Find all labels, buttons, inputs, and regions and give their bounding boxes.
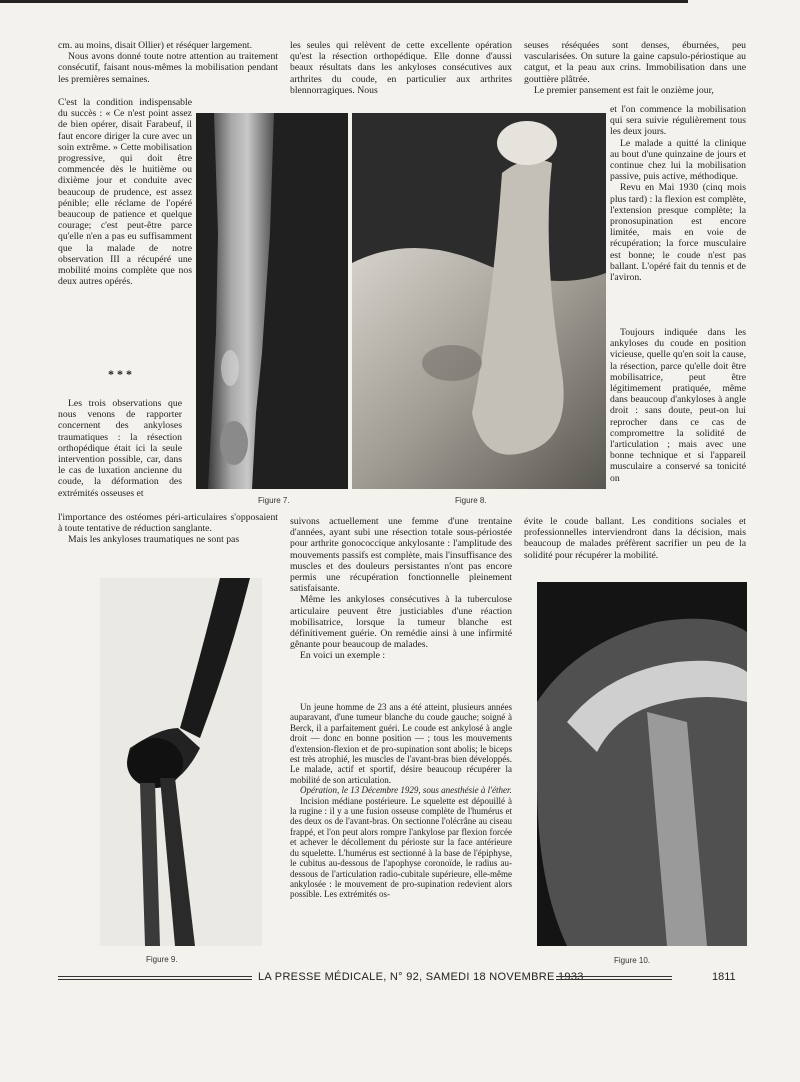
col2-small-text bbox=[290, 702, 512, 900]
paragraph: Le premier pansement est fait le onzième jour, bbox=[534, 84, 714, 96]
paragraph: évite le coude ballant. Les conditions sociales et professionnelles interviendront dans la décision, mais beaucoup de malades préfèrent sacrifier un peu de la solidité pour récupérer la mobilité. bbox=[524, 516, 746, 561]
col1-bottom-text bbox=[58, 512, 278, 546]
paragraph: En voici un exemple : bbox=[300, 650, 386, 662]
page-number: 1811 bbox=[712, 971, 736, 983]
paragraph: Mais les ankyloses traumatiques ne sont pas bbox=[68, 534, 240, 546]
paragraph: suivons actuellement une femme d'une trentaine d'années, ayant subi une résection totale sous-périostée pour arthrite gonococcique ankylosante : l'amplitude des mouvements passifs est complète, mais l'insuffisance des muscles et des douleurs persistantes n'ont pas encore permis une récupération fonctionnelle pleinement satisfaisante. bbox=[290, 516, 512, 595]
paragraph: seuses réséquées sont denses, éburnées, peu vascularisées. On suture la gaine capsulo-périostique au catgut, et la peau aux crins. Immobilisation dans une gouttière plâtrée. bbox=[524, 40, 746, 85]
col3-lower-text bbox=[610, 327, 746, 484]
paragraph: Le malade a quitté la clinique au bout d'une quinzaine de jours et continue chez lui la mobilisation passive, puis active, méthodique. bbox=[610, 137, 746, 183]
figure-8-photo bbox=[352, 113, 606, 489]
footer-rule-left bbox=[58, 976, 252, 980]
footer-journal: LA PRESSE MÉDICALE, N° 92, SAMEDI 18 NOVEMBRE 1933 bbox=[258, 971, 584, 983]
paragraph: cm. au moins, disait Ollier) et réséquer largement. bbox=[58, 40, 253, 51]
separator-stars: * * * bbox=[108, 367, 132, 381]
col2-top-text bbox=[290, 40, 512, 96]
paragraph: Incision médiane postérieure. Le squelette est dépouillé à la rugine : il y a une fusion osseuse complète de l'humérus et des deux os de l'avant-bras. On sectionne l'olécrâne au ciseau frappé, et l'on peut alors rompre l'ankylose par flexion forcée et achever le décollement du périoste sur la face antérieure du squelette. L'humérus est sectionné à la base de l'épiphyse, le cubitus au-dessous de l'apophyse coronoïde, le radius au-dessous de l'articulation radio-cubitale supérieure, elle-même ankylosée : le mouvement de pro-supination redevient alors possible. Les extrémités os- bbox=[290, 795, 512, 900]
paragraph: Même les ankyloses consécutives à la tuberculose articulaire peuvent être justiciables d'une réaction mobilisatrice, lorsque la tumeur blanche est définitivement guérie. On remédie ainsi à une infirmité gênante pour beaucoup de malades. bbox=[290, 594, 512, 651]
figure-7-photo bbox=[196, 113, 348, 489]
col2-mid-text bbox=[290, 516, 512, 662]
paragraph: Revu en Mai 1930 (cinq mois plus tard) : la flexion est complète, l'extension presque complète; la pronosupination est encore limitée, mais en voie de récupération; la force musculaire est bonne; le coude n'est pas ballant. L'opéré fait du tennis et de l'aviron. bbox=[610, 182, 746, 284]
paragraph: Les trois observations que nous venons de rapporter concernent des ankyloses traumatiques : la résection orthopédique était ici la seule intervention possible, car, dans le cas de luxation ancienne du coude, la déformation des extrémités osseuses et bbox=[58, 398, 182, 499]
elbow-photo-icon bbox=[352, 113, 606, 489]
figure-9-caption: Figure 9. bbox=[146, 955, 178, 964]
section-separator bbox=[100, 367, 140, 381]
paragraph: l'importance des ostéomes péri-articulaires s'opposaient à toute tentative de réduction sanglante. bbox=[58, 512, 278, 535]
paragraph: Nous avons donné toute notre attention au traitement consécutif, faisant nous-mêmes la mobilisation pendant les premières semaines. bbox=[58, 51, 278, 85]
figure-7-caption: Figure 7. bbox=[258, 496, 290, 505]
figure-9-xray bbox=[100, 578, 262, 946]
figure-10-caption: Figure 10. bbox=[614, 956, 651, 965]
paragraph: Un jeune homme de 23 ans a été atteint, plusieurs années auparavant, d'une tumeur blanche du coude gauche; soigné à Berck, il a parfaitement guéri. Le coude est ankylosé à angle droit — donc en bonne position — ; tous les mouvements d'extension-flexion et de pro-supination sont abolis; le biceps est très atrophié, les muscles de l'avant-bras bien développés. Le malade, actif et sportif, désire beaucoup récupérer la mobilité de son articulation. bbox=[290, 702, 512, 785]
col3-narrow-text bbox=[610, 104, 746, 283]
top-rule bbox=[0, 0, 688, 3]
paragraph: les seules qui relèvent de cette excellente opération qu'est la résection orthopédique. Elle donne d'aussi beaux résultats dans les ankyloses consécutives aux arthrites du coude, en particulier aux arthrites blennorragiques. Nous bbox=[290, 40, 512, 96]
xray-shoulder-icon bbox=[537, 582, 747, 946]
col1-lower-text bbox=[58, 398, 182, 499]
paragraph: et l'on commence la mobilisation qui sera suivie régulièrement tous les deux jours. bbox=[610, 104, 746, 138]
paragraph: Opération, le 13 Décembre 1929, sous anesthésie à l'éther. bbox=[300, 785, 512, 796]
col3-top-text bbox=[524, 40, 746, 96]
xray-elbow-icon bbox=[100, 578, 262, 946]
col3-wide-text bbox=[524, 516, 746, 561]
paragraph: Toujours indiquée dans les ankyloses du coude en position vicieuse, quelle qu'en soit la cause, la résection, parce qu'elle doit être mobilisatrice, peut être légitimement pratiquée, même dans beaucoup d'ankyloses à angle droit : sans doute, peut-on lui reprocher dans ce cas de compromettre la solidité de l'articulation ; mais avec une bonne technique et si l'appareil musculaire a conservé sa tonicité on bbox=[610, 327, 746, 484]
col1-narrow-text bbox=[58, 97, 192, 287]
footer-rule-right bbox=[556, 976, 672, 980]
figure-10-xray bbox=[537, 582, 747, 946]
figure-8-caption: Figure 8. bbox=[455, 496, 487, 505]
col1-top-text bbox=[58, 40, 278, 85]
paragraph: C'est la condition indispensable du succès : « Ce n'est point assez de bien opérer, disait Farabeuf, il faut encore diriger la cure avec un soin extrême. » Cette mobilisation progressive, qui doit être commencée dès le huitième ou dixième jour et conduite avec beaucoup de prudence, est assez pénible; elle réclame de l'opéré beaucoup de patience et quelque courage; c'est peut-être parce qu'elle n'en a pas eu suffisamment que la malade de notre observation III a récupéré une mobilité moins complète que nos deux autres opérés. bbox=[58, 97, 192, 288]
arm-photo-icon bbox=[196, 113, 348, 489]
